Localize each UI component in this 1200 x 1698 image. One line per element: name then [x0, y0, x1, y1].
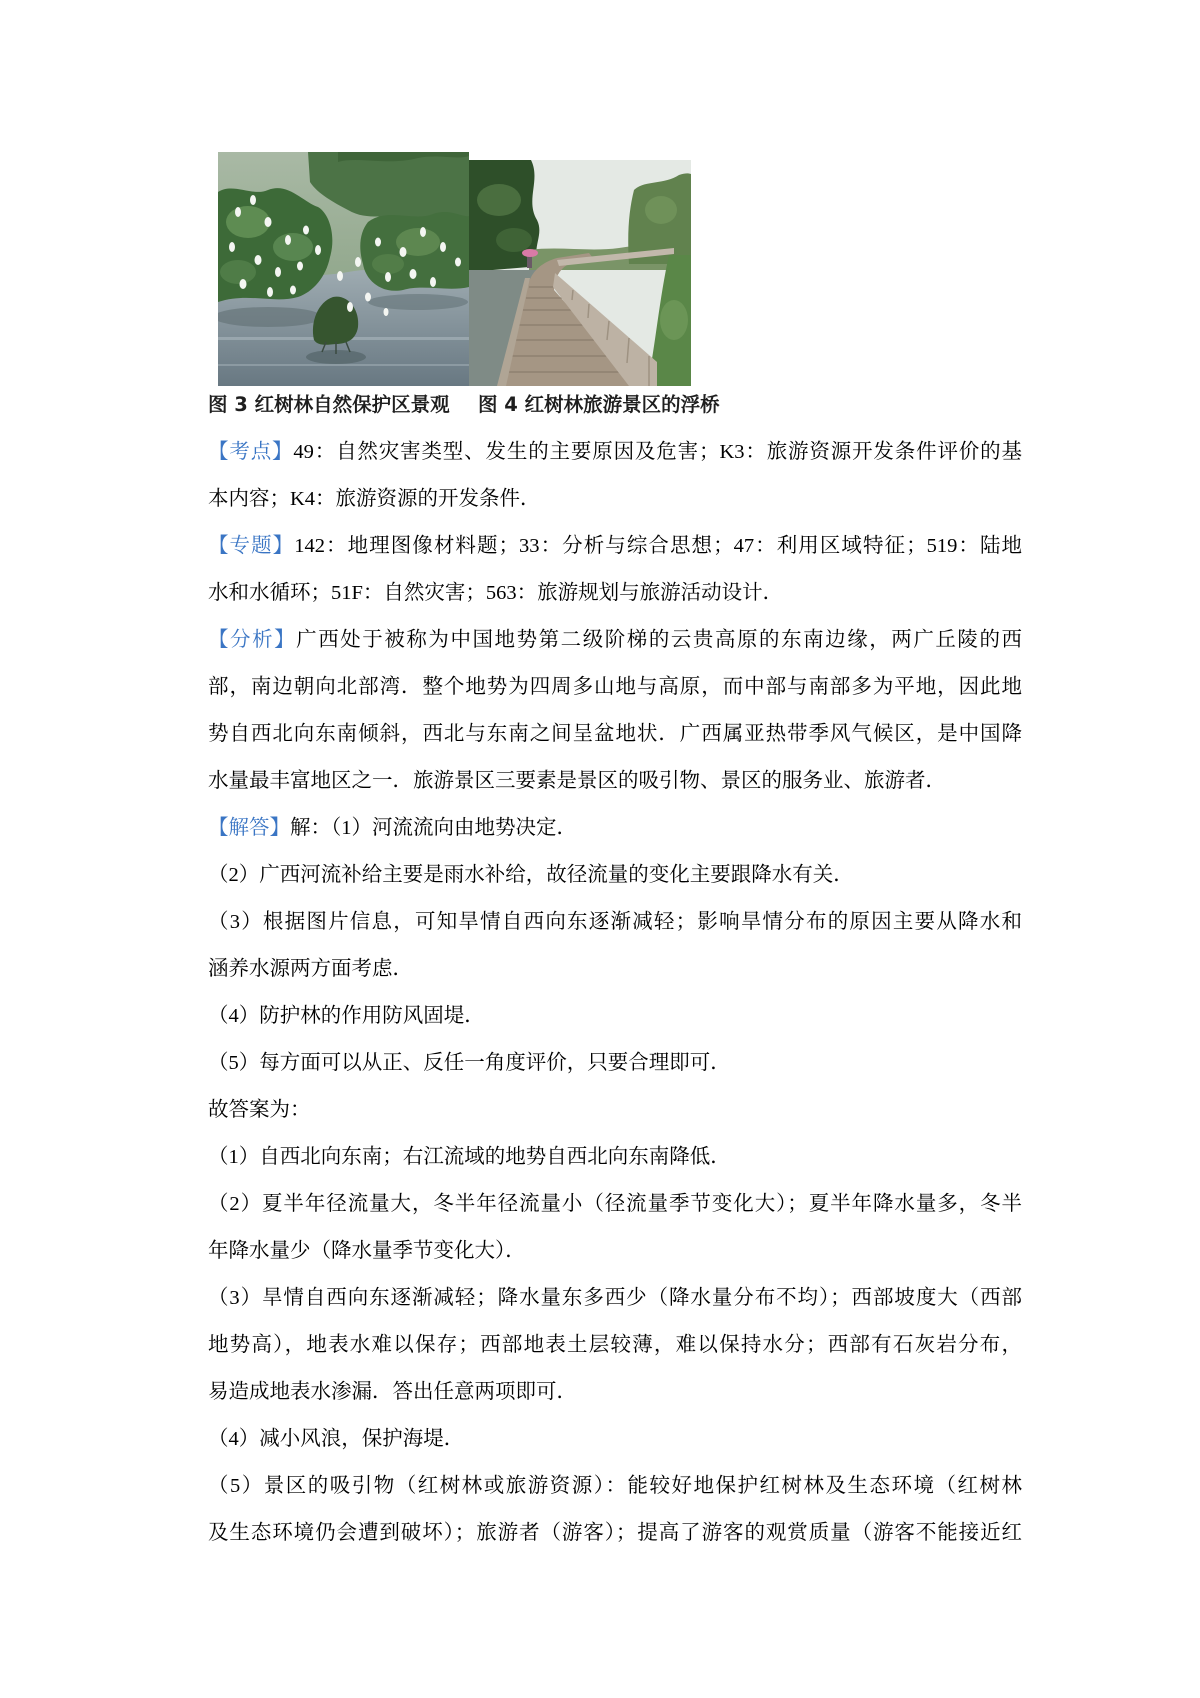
answer-line-3: 年降水量少（降水量季节变化大）．: [208, 1240, 526, 1262]
answer-intro: 故答案为：: [208, 1099, 311, 1121]
analysis-line-2: 部，南边朝向北部湾．整个地势为四周多山地与高原，而中部与南部多为平地，因此地: [208, 676, 1022, 698]
answer-line-9: 及生态环境仍会遭到破坏）；旅游者（游客）；提高了游客的观赏质量（游客不能接近红: [208, 1522, 1022, 1544]
exam-points-line-2: 本内容；K4：旅游资源的开发条件．: [208, 488, 541, 510]
analysis-label: 【分析】: [208, 629, 297, 651]
answer-analysis-text: [208, 429, 1022, 1557]
solution-label: 【解答】: [208, 817, 290, 839]
topic-text: 142：地理图像材料题；33：分析与综合思想；47：利用区域特征；519：陆地: [294, 535, 1023, 557]
figure-4-caption: 图 4 红树林旅游景区的浮桥: [478, 393, 720, 416]
solution-line-2: （2）广西河流补给主要是雨水补给，故径流量的变化主要跟降水有关．: [208, 864, 854, 886]
analysis-line-4: 水量最丰富地区之一．旅游景区三要素是景区的吸引物、景区的服务业、旅游者．: [208, 770, 946, 792]
answer-line-8: （5）景区的吸引物（红树林或旅游资源）：能较好地保护红树林及生态环境（红树林: [208, 1475, 1022, 1497]
topic-line-1: [208, 523, 1022, 570]
answer-line-6: 易造成地表水渗漏．答出任意两项即可．: [208, 1381, 577, 1403]
answer-line-4: （3）旱情自西向东逐渐减轻；降水量东多西少（降水量分布不均）；西部坡度大（西部: [208, 1287, 1022, 1309]
topic-label: 【专题】: [208, 535, 295, 557]
solution-line-3: （3）根据图片信息，可知旱情自西向东逐渐减轻；影响旱情分布的原因主要从降水和: [208, 911, 1022, 933]
analysis-line-1: [208, 617, 1022, 664]
analysis-line-3: 势自西北向东南倾斜，西北与东南之间呈盆地状．广西属亚热带季风气候区，是中国降: [208, 723, 1022, 745]
answer-line-1: （1）自西北向东南；右江流域的地势自西北向东南降低．: [208, 1146, 731, 1168]
exam-points-line-1: [208, 429, 1022, 476]
answer-line-2: （2）夏半年径流量大，冬半年径流量小（径流量季节变化大）；夏半年降水量多，冬半: [208, 1193, 1022, 1215]
answer-line-7: （4）减小风浪，保护海堤．: [208, 1428, 465, 1450]
exam-points-label: 【考点】: [208, 441, 294, 463]
analysis-text: 广西处于被称为中国地势第二级阶梯的云贵高原的东南边缘，两广丘陵的西: [296, 629, 1023, 651]
solution-text: 解：（1）河流流向由地势决定．: [290, 817, 577, 839]
solution-line-4: 涵养水源两方面考虑．: [208, 958, 413, 980]
solution-line-1: [208, 805, 1022, 852]
solution-line-5: （4）防护林的作用防风固堤．: [208, 1005, 485, 1027]
figure-3-caption: 图 3 红树林自然保护区景观: [208, 393, 450, 416]
topic-line-2: 水和水循环；51F：自然灾害；563：旅游规划与旅游活动设计．: [208, 582, 784, 604]
exam-points-text: 49：自然灾害类型、发生的主要原因及危害；K3：旅游资源开发条件评价的基: [293, 441, 1022, 463]
solution-line-6: （5）每方面可以从正、反任一角度评价，只要合理即可．: [208, 1052, 731, 1074]
boardwalk-photo: [469, 160, 691, 386]
mangrove-reserve-photo: [218, 152, 469, 386]
answer-line-5: 地势高），地表水难以保存；西部地表土层较薄，难以保持水分；西部有石灰岩分布，: [208, 1334, 1022, 1356]
